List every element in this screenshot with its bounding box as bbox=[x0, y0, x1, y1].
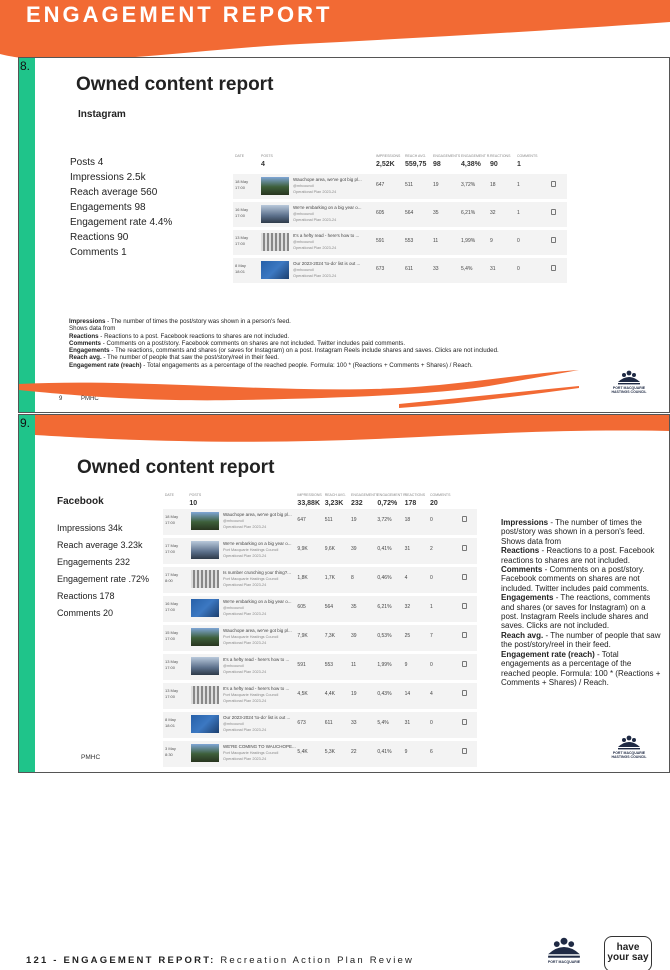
stat-reactions: Reactions 178 bbox=[57, 591, 115, 601]
definition-line bbox=[69, 333, 549, 340]
footer-report-label: ENGAGEMENT REPORT: bbox=[63, 955, 216, 966]
post-text: Our 2023-2024 'to-do' list is out ... @mhcouncil Operational Plan 2023-24 bbox=[223, 715, 291, 732]
slide-number: 9. bbox=[20, 416, 31, 430]
stat-reach: Reach average 560 bbox=[70, 187, 158, 198]
post-text: Wauchope area, we've got big pl... @mhcouncil Operational Plan 2023-24 bbox=[293, 177, 362, 194]
have-your-say-line-1: have bbox=[616, 942, 640, 953]
column-total: 98 bbox=[433, 161, 441, 168]
cell-reactions: 9 bbox=[490, 238, 493, 244]
cell-impressions: 673 bbox=[376, 266, 385, 272]
column-total: 20 bbox=[429, 500, 438, 507]
cell-reactions: 4 bbox=[404, 575, 408, 581]
definition-text: - Total engagements as a percentage of the reached people. Formula: 100 * (Reactions + Comments + Shares) / Reach. bbox=[141, 361, 473, 369]
table-row[interactable] bbox=[233, 202, 567, 228]
column-total: 2,52K bbox=[376, 161, 395, 168]
cell-impressions: 605 bbox=[376, 210, 385, 216]
post-date: 8 May 18:01 bbox=[235, 263, 246, 274]
column-header: POSTS bbox=[261, 154, 273, 158]
cell-reactions: 18 bbox=[404, 517, 411, 523]
table-row[interactable] bbox=[163, 567, 477, 594]
metric-definitions bbox=[501, 518, 661, 687]
column-total: 232 bbox=[351, 500, 363, 507]
cell-engagements: 11 bbox=[351, 662, 357, 668]
definition-text: Shows data from bbox=[69, 325, 116, 333]
definition-text: - Reactions to a post. Facebook reactions to shares are not included. bbox=[501, 546, 655, 565]
cell-reactions: 25 bbox=[404, 633, 411, 639]
cell-engagements: 19 bbox=[351, 517, 357, 523]
post-date: 18 May 17:00 bbox=[235, 179, 249, 190]
cell-reach: 5,3K bbox=[324, 749, 335, 755]
summary-stats bbox=[57, 523, 149, 622]
cell-engagement-rate: 6,21% bbox=[377, 604, 392, 610]
cell-comments: 1 bbox=[517, 210, 520, 216]
cell-engagements: 19 bbox=[351, 691, 357, 697]
cell-engagement-rate: 0,46% bbox=[377, 575, 392, 581]
column-header: COMMENTS bbox=[429, 493, 451, 497]
footer-subtitle: Recreation Action Plan Review bbox=[220, 955, 415, 966]
post-date: 17 May 17:00 bbox=[165, 543, 179, 554]
copy-icon[interactable] bbox=[551, 181, 556, 187]
post-text: Is number crunching your thing?... Port Macquarie Hastings Council Operational Plan 2023-24 bbox=[223, 570, 292, 587]
posts-table bbox=[163, 493, 477, 765]
definition-term: Comments bbox=[69, 339, 101, 347]
stat-reactions: Reactions 90 bbox=[70, 232, 129, 243]
post-thumbnail bbox=[191, 744, 219, 762]
column-total: 178 bbox=[404, 500, 417, 507]
cell-reach: 564 bbox=[405, 210, 414, 216]
stat-impressions: Impressions 2.5k bbox=[70, 172, 146, 183]
definition-text: - Reactions to a post. Facebook reactions to shares are not included. bbox=[98, 332, 290, 340]
cell-engagements: 33 bbox=[351, 720, 357, 726]
report-header bbox=[0, 0, 670, 62]
cell-impressions: 5,4K bbox=[297, 749, 308, 755]
cell-comments: 0 bbox=[429, 517, 433, 523]
cell-impressions: 673 bbox=[297, 720, 306, 726]
definition-line bbox=[501, 546, 661, 565]
definition-term: Engagements bbox=[501, 593, 554, 603]
stat-engagements: Engagements 232 bbox=[57, 557, 131, 567]
table-row[interactable] bbox=[233, 230, 567, 256]
copy-icon[interactable] bbox=[462, 661, 467, 667]
cell-comments: 4 bbox=[429, 691, 433, 697]
definition-term: Engagements bbox=[69, 347, 110, 355]
cell-engagements: 39 bbox=[351, 633, 357, 639]
stat-comments: Comments 1 bbox=[70, 247, 127, 258]
post-text: We're embarking on a big year o... @mhcouncil Operational Plan 2023-24 bbox=[223, 599, 292, 616]
cell-reactions: 18 bbox=[490, 182, 496, 188]
definition-line bbox=[501, 631, 661, 650]
cell-impressions: 647 bbox=[297, 517, 306, 523]
cell-reactions: 9 bbox=[404, 749, 408, 755]
cell-impressions: 647 bbox=[376, 182, 385, 188]
definition-term: Impressions bbox=[501, 518, 549, 527]
definition-text: - The number of times the post/story was shown in a person's feed. bbox=[501, 518, 645, 537]
copy-icon[interactable] bbox=[462, 603, 467, 609]
cell-reach: 611 bbox=[405, 266, 413, 272]
cell-engagement-rate: 1,99% bbox=[461, 238, 476, 244]
post-date: 13 May 17:00 bbox=[165, 659, 179, 670]
platform-label: Facebook bbox=[57, 496, 104, 507]
table-row[interactable] bbox=[163, 596, 477, 623]
slide-page-number: 9 bbox=[59, 396, 63, 402]
post-text: It's a hefty read - here's how to ... Port Macquarie Hastings Council Operational Plan 2023-24 bbox=[223, 686, 290, 703]
copy-icon[interactable] bbox=[462, 516, 467, 522]
definition-line bbox=[69, 318, 549, 325]
council-logo-line-2: HASTINGS COUNCIL bbox=[611, 390, 647, 395]
definition-text: - The number of people that saw the post/story/reel in their feed. bbox=[501, 630, 661, 650]
column-header: ENGAGEMENTS bbox=[351, 493, 379, 497]
post-thumbnail bbox=[261, 233, 289, 251]
definition-line bbox=[69, 340, 549, 347]
definition-line bbox=[69, 347, 549, 354]
column-total: 33,88K bbox=[297, 500, 320, 507]
copy-icon[interactable] bbox=[462, 545, 467, 551]
post-date: 16 May 17:00 bbox=[235, 207, 249, 218]
post-date: 15 May 17:00 bbox=[165, 630, 179, 641]
cell-reach: 4,4K bbox=[324, 691, 335, 697]
post-date: 17 May 8:00 bbox=[165, 572, 179, 583]
column-total: 4 bbox=[261, 161, 265, 168]
post-date: 13 May 17:00 bbox=[165, 688, 179, 699]
stat-comments: Comments 20 bbox=[57, 608, 114, 618]
slide-accent-bar bbox=[19, 415, 35, 772]
cell-engagements: 8 bbox=[351, 575, 354, 581]
definition-text: - Total engagements as a percentage of the reached people. Formula: 100 * (Reactions + Comments + Shares) / Reach. bbox=[501, 649, 661, 687]
council-logo bbox=[599, 368, 659, 395]
column-header: ENGAGEMENT R. bbox=[461, 154, 491, 158]
table-row[interactable] bbox=[163, 509, 477, 536]
slide-footer-wave bbox=[19, 361, 670, 413]
post-text: Our 2023-2024 'to-do' list is out ... @mhcouncil Operational Plan 2023-24 bbox=[293, 261, 361, 278]
table-row[interactable] bbox=[163, 741, 477, 768]
stat-engagements: Engagements 98 bbox=[70, 202, 146, 213]
cell-reactions: 32 bbox=[404, 604, 411, 610]
column-total: 559,75 bbox=[405, 161, 427, 168]
definition-term: Engagement rate (reach) bbox=[69, 361, 142, 369]
post-thumbnail bbox=[191, 570, 219, 588]
cell-reach: 511 bbox=[405, 182, 413, 188]
cell-comments: 0 bbox=[429, 662, 433, 668]
cell-engagement-rate: 0,43% bbox=[377, 691, 392, 697]
post-text: It's a hefty read - here's how to ... @mhcouncil Operational Plan 2023-24 bbox=[293, 233, 360, 250]
definition-text: - The reactions, comments and shares (or saves for Instagram) on a post. Instagram Reels include shares and saves. Clicks are not included. bbox=[501, 593, 651, 631]
post-text: Wauchope area, we've got big pl... @mhcouncil Operational Plan 2023-24 bbox=[223, 512, 292, 529]
stat-engagement-rate: Engagement rate .72% bbox=[57, 574, 150, 584]
table-header bbox=[233, 154, 567, 176]
post-date: 13 May 17:00 bbox=[235, 235, 249, 246]
page-number: 121 bbox=[26, 955, 49, 966]
definition-line bbox=[69, 325, 549, 332]
definition-term: Comments bbox=[501, 565, 543, 575]
council-logo-icon bbox=[616, 733, 642, 751]
cell-reactions: 32 bbox=[490, 210, 496, 216]
slide-title: Owned content report bbox=[77, 457, 275, 478]
table-row[interactable] bbox=[163, 625, 477, 652]
column-header: REACH AVG. bbox=[405, 154, 427, 158]
copy-icon[interactable] bbox=[462, 690, 467, 696]
cell-reach: 511 bbox=[324, 517, 333, 523]
have-your-say-logo bbox=[604, 936, 652, 970]
cell-engagement-rate: 0,53% bbox=[377, 633, 392, 639]
cell-comments: 1 bbox=[429, 604, 433, 610]
copy-icon[interactable] bbox=[551, 209, 556, 215]
definition-line bbox=[69, 354, 549, 361]
cell-engagements: 35 bbox=[351, 604, 357, 610]
cell-reach: 9,6K bbox=[324, 546, 335, 552]
stat-reach: Reach average 3.23k bbox=[57, 540, 143, 550]
copy-icon[interactable] bbox=[551, 237, 556, 243]
slide-title: Owned content report bbox=[76, 74, 274, 95]
cell-engagements: 33 bbox=[433, 266, 439, 272]
column-total: 1 bbox=[517, 161, 521, 168]
definition-term: Reach avg. bbox=[69, 354, 102, 362]
cell-comments: 2 bbox=[429, 546, 433, 552]
post-text: Wauchope area, we've got big pl... Port Macquarie Hastings Council Operational Plan 2023-24 bbox=[223, 628, 292, 645]
council-logo-icon bbox=[544, 934, 584, 960]
copy-icon[interactable] bbox=[551, 265, 556, 271]
column-total: 3,23K bbox=[324, 500, 344, 507]
column-total: 10 bbox=[189, 500, 198, 507]
definition-line bbox=[501, 593, 661, 631]
column-header: ENGAGEMENT R. bbox=[377, 493, 407, 497]
slide-footer-org: PMHC bbox=[81, 396, 99, 402]
definition-line bbox=[501, 518, 661, 537]
column-total: 4,38% bbox=[461, 161, 481, 168]
table-row[interactable] bbox=[163, 683, 477, 710]
cell-impressions: 605 bbox=[297, 604, 306, 610]
slide-number: 8. bbox=[20, 59, 31, 73]
table-row[interactable] bbox=[163, 538, 477, 565]
definition-line bbox=[501, 650, 661, 688]
cell-engagement-rate: 0,41% bbox=[377, 546, 392, 552]
definition-term: Impressions bbox=[69, 318, 106, 325]
council-logo bbox=[599, 733, 659, 760]
post-thumbnail bbox=[191, 599, 219, 617]
cell-impressions: 7,9K bbox=[297, 633, 308, 639]
cell-engagement-rate: 1,99% bbox=[377, 662, 392, 668]
cell-engagements: 19 bbox=[433, 182, 439, 188]
cell-reactions: 31 bbox=[490, 266, 496, 272]
posts-table bbox=[233, 154, 567, 284]
table-row[interactable] bbox=[233, 258, 567, 284]
definition-text: Shows data from bbox=[501, 536, 562, 546]
definition-line bbox=[501, 537, 661, 546]
definition-text: - The number of people that saw the post/story/reel in their feed. bbox=[101, 354, 280, 362]
cell-reach: 7,3K bbox=[324, 633, 335, 639]
post-thumbnail bbox=[261, 177, 289, 195]
cell-engagement-rate: 3,72% bbox=[461, 182, 476, 188]
cell-engagements: 11 bbox=[433, 238, 439, 244]
table-row[interactable] bbox=[163, 654, 477, 681]
cell-engagement-rate: 3,72% bbox=[377, 517, 392, 523]
slide-facebook bbox=[18, 414, 670, 773]
copy-icon[interactable] bbox=[462, 632, 467, 638]
post-thumbnail bbox=[191, 657, 219, 675]
cell-engagement-rate: 0,41% bbox=[377, 749, 392, 755]
definition-line bbox=[501, 565, 661, 593]
post-date: 16 May 17:00 bbox=[165, 601, 179, 612]
platform-label: Instagram bbox=[78, 109, 126, 120]
cell-comments: 0 bbox=[429, 720, 433, 726]
council-logo-line-1: PORT MACQUARIE bbox=[547, 960, 581, 964]
council-logo-icon bbox=[616, 368, 642, 386]
column-header: IMPRESSIONS bbox=[297, 493, 322, 497]
definition-text: - The reactions, comments and shares (or saves for Instagram) on a post. Instagram Reels include shares and saves. Clicks are not included. bbox=[109, 347, 499, 355]
cell-engagements: 22 bbox=[351, 749, 357, 755]
have-your-say-line-2: your say bbox=[607, 952, 649, 963]
stat-posts: Posts 4 bbox=[70, 157, 104, 168]
cell-reach: 553 bbox=[405, 238, 414, 244]
council-logo-line-2: HASTINGS COUNCIL bbox=[611, 755, 647, 760]
column-header: REACH AVG. bbox=[324, 493, 346, 497]
definition-text: - Comments on a post/story. Facebook comments on shares are not included. Twitter includes paid comments. bbox=[100, 339, 406, 347]
cell-comments: 0 bbox=[517, 238, 520, 244]
slide-footer-org: PMHC bbox=[81, 754, 101, 761]
post-thumbnail bbox=[261, 261, 289, 279]
column-header: DATE bbox=[164, 493, 174, 497]
column-header: REACTIONS bbox=[404, 493, 426, 497]
column-header: REACTIONS bbox=[490, 154, 511, 158]
cell-reach: 1,7K bbox=[324, 575, 335, 581]
definition-term: Reach avg. bbox=[501, 630, 544, 640]
definition-term: Reactions bbox=[501, 546, 540, 556]
column-header: IMPRESSIONS bbox=[376, 154, 401, 158]
column-header: ENGAGEMENTS bbox=[433, 154, 461, 158]
slide-top-wave bbox=[19, 415, 670, 457]
post-date: 8 May 18:01 bbox=[165, 717, 176, 728]
copy-icon[interactable] bbox=[462, 719, 467, 725]
post-thumbnail bbox=[191, 715, 219, 733]
post-text: It's a hefty read - here's how to ... @mhcouncil Operational Plan 2023-24 bbox=[223, 657, 290, 674]
cell-impressions: 1,8K bbox=[297, 575, 308, 581]
report-title: ENGAGEMENT REPORT bbox=[26, 2, 333, 27]
copy-icon[interactable] bbox=[462, 748, 467, 754]
definition-text: - The number of times the post/story was shown in a person's feed. bbox=[105, 318, 291, 325]
post-thumbnail bbox=[191, 628, 219, 646]
post-text: WE'RE COMING TO WAUCHOPE... Port Macquarie Hastings Council Operational Plan 2023-24 bbox=[223, 744, 296, 761]
copy-icon[interactable] bbox=[462, 574, 467, 580]
post-thumbnail bbox=[191, 512, 219, 530]
cell-comments: 0 bbox=[429, 575, 433, 581]
stat-impressions: Impressions 34k bbox=[57, 523, 123, 533]
summary-stats bbox=[70, 157, 172, 262]
cell-reach: 553 bbox=[324, 662, 334, 668]
post-thumbnail bbox=[261, 205, 289, 223]
cell-comments: 0 bbox=[517, 266, 520, 272]
cell-comments: 7 bbox=[429, 633, 433, 639]
council-logo-line-1: PORT MACQUARIE bbox=[612, 386, 646, 390]
cell-reactions: 14 bbox=[404, 691, 411, 697]
council-logo-line-1: PORT MACQUARIE bbox=[612, 751, 646, 755]
cell-engagement-rate: 5,4% bbox=[461, 266, 473, 272]
footer-council-logo bbox=[540, 934, 588, 964]
post-text: We're embarking on a big year o... @mhcouncil Operational Plan 2023-24 bbox=[293, 205, 362, 222]
table-row[interactable] bbox=[233, 174, 567, 200]
cell-engagement-rate: 5,4% bbox=[377, 720, 389, 726]
cell-impressions: 591 bbox=[376, 238, 385, 244]
cell-comments: 1 bbox=[517, 182, 520, 188]
cell-engagement-rate: 6,21% bbox=[461, 210, 476, 216]
definition-term: Reactions bbox=[69, 332, 99, 340]
slide-accent-bar bbox=[19, 58, 35, 412]
cell-impressions: 591 bbox=[297, 662, 306, 668]
cell-comments: 6 bbox=[429, 749, 433, 755]
cell-engagements: 39 bbox=[351, 546, 357, 552]
definition-term: Engagement rate (reach) bbox=[501, 649, 595, 659]
post-thumbnail bbox=[191, 686, 219, 704]
cell-reactions: 31 bbox=[404, 720, 411, 726]
post-thumbnail bbox=[191, 541, 219, 559]
cell-reach: 611 bbox=[324, 720, 333, 726]
table-row[interactable] bbox=[163, 712, 477, 739]
page-footer: 121 - ENGAGEMENT REPORT: Recreation Action Plan Review bbox=[26, 955, 415, 966]
cell-impressions: 4,5K bbox=[297, 691, 308, 697]
column-total: 0,72% bbox=[377, 500, 398, 507]
column-total: 90 bbox=[490, 161, 498, 168]
definition-text: - Comments on a post/story. Facebook comments on shares are not included. Twitter includes paid comments. bbox=[501, 565, 649, 593]
metric-definitions bbox=[69, 318, 549, 369]
cell-engagements: 35 bbox=[433, 210, 439, 216]
column-header: COMMENTS bbox=[517, 154, 538, 158]
cell-reactions: 31 bbox=[404, 546, 411, 552]
column-header: DATE bbox=[235, 154, 245, 158]
cell-reactions: 9 bbox=[404, 662, 408, 668]
cell-reach: 564 bbox=[324, 604, 334, 610]
stat-engagement-rate: Engagement rate 4.4% bbox=[70, 217, 173, 228]
post-date: 18 May 17:00 bbox=[165, 514, 179, 525]
cell-impressions: 9,9K bbox=[297, 546, 308, 552]
post-date: 3 May 8:30 bbox=[165, 746, 176, 757]
post-text: We're embarking on a big year o... Port Macquarie Hastings Council Operational Plan 2023-24 bbox=[223, 541, 292, 558]
slide-instagram bbox=[18, 57, 670, 413]
column-header: POSTS bbox=[189, 493, 202, 497]
